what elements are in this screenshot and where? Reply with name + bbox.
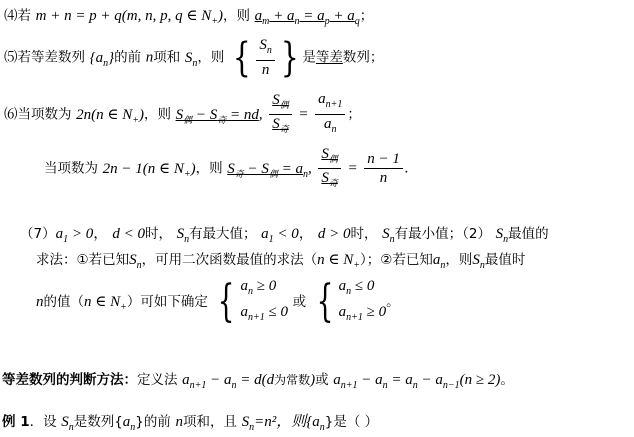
- item-7-line-1: $(7)a_1 > 0$， d < 0时， $S_n$有最大值； $a_1 < 0$， d > 0时， $S_n$有最小值；（2） $S_n$最值的: [20, 226, 549, 245]
- item-6-line: ⑹当项数为 2n(n ∈ $N_+$)，则 $S_偶 - S_奇$ = nd, $\frac{S_偶}{S_奇}$ = $\frac{a_{n+1}}{a_n}$ ；: [4, 90, 361, 139]
- judgement-label: 等差数列的判断方法：: [2, 372, 137, 388]
- item-7-line-3: n的值（n ∈ $N_+$）可如下确定 { $a_n \ge 0$ $a_{n+1} \le 0$ 或 { $a_n \le 0$ $a_{n+1} \ge 0$ 。: [36, 276, 400, 327]
- system-max: { $a_n \ge 0$ $a_{n+1} \le 0$: [218, 276, 288, 327]
- item-4-number: ⑷: [4, 8, 18, 24]
- item-4-line: ⑷若 m + n = p + q(m, n, p, q ∈ $N_+$)，则 $a_m + a_n = a_p + a_q$；: [4, 8, 374, 27]
- even-odd-ratio: $\frac{S_偶}{S_奇}$: [269, 91, 292, 138]
- item-4-condition: m + n = p + q(m, n, p, q ∈ $N_+$): [35, 8, 223, 27]
- item-7-line-2: 求法：①若已知$S_n$，可用二次函数最值的求法（n ∈ $N_+$）；②若已知$a_n$，则$S_n$最值时: [36, 252, 526, 271]
- example-1-line: 例 1．设 $S_n$是数列$\{a_n\}$的前 n项和，且 $S_n=n^2$，则$\{a_n\}$是（ ）: [2, 414, 379, 433]
- even-odd-diff: $S_偶 - S_奇$ = nd: [175, 106, 259, 125]
- item-4-result: $a_m + a_n = a_p + a_q$: [254, 8, 360, 27]
- item-6b-line: 当项数为 2n − 1(n ∈ $N_+$)，则 $S_奇 - S_偶 = a_n$, $\frac{S_偶}{S_奇}$ = $\frac{n - 1}{n}$ .: [44, 146, 409, 188]
- system-min: { $a_n \le 0$ $a_{n+1} \ge 0$: [316, 276, 387, 327]
- item-5-line: ⑸若等差数列 $\{a_n\}$的前 n项和 $S_n$，则 { $\frac{S_n}{n}$ } 是等差数列；: [4, 34, 384, 81]
- example-label: 例 1: [2, 414, 30, 430]
- sequence-an: $\{a_n\}$: [89, 49, 115, 69]
- sn-over-n-set: { $\frac{S_n}{n}$ }: [232, 34, 299, 81]
- judgement-line: 等差数列的判断方法：定义法 $a_{n+1} - a_n = d(d$为常数)或 $a_{n+1} - a_n = a_n - a_{n-1}(n \ge 2)$。: [2, 372, 514, 391]
